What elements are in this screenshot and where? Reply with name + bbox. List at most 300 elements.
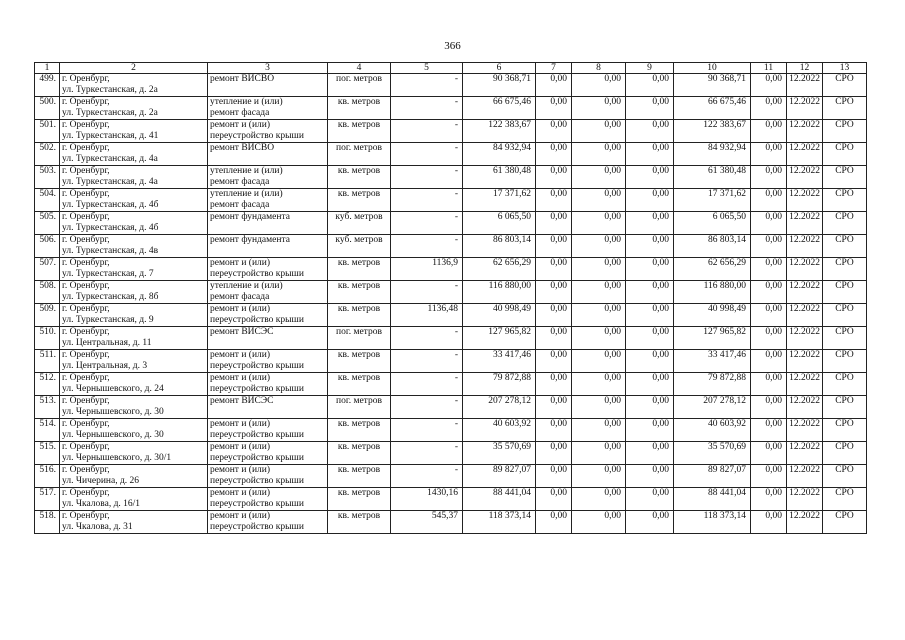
work-type-cell [208,396,328,419]
address-city: г. Оренбург, [62,488,110,498]
address-city: г. Оренбург, [62,511,110,521]
work-type-line-2: переустройство крыши [210,522,304,532]
cost-col-11: 0,00 [751,373,787,396]
cost-col-10: 61 380,48 [674,166,751,189]
table-row [35,281,867,304]
address-cell [60,488,208,511]
method-cell: СРО [823,304,867,327]
table-row [35,258,867,281]
cost-col-7: 0,00 [536,350,572,373]
cost-col-11: 0,00 [751,143,787,166]
total-cost-cell: 116 880,00 [463,281,536,304]
cost-col-7: 0,00 [536,327,572,350]
work-type-line-1: утепление и (или) [210,189,283,199]
address-street: ул. Чернышевского, д. 30 [62,407,164,417]
deadline-cell: 12.2022 [787,465,823,488]
method-cell: СРО [823,120,867,143]
row-number: 505. [35,212,60,235]
cost-col-9: 0,00 [626,212,674,235]
address-street: ул. Туркестанская, д. 9 [62,315,154,325]
work-type-cell [208,327,328,350]
cost-col-11: 0,00 [751,212,787,235]
total-cost-cell: 86 803,14 [463,235,536,258]
cost-col-11: 0,00 [751,442,787,465]
column-header: 12 [787,63,823,74]
cost-col-9: 0,00 [626,327,674,350]
cost-col-7: 0,00 [536,304,572,327]
page-number: 366 [444,40,461,52]
work-type-line-2: переустройство крыши [210,361,304,371]
cost-col-7: 0,00 [536,488,572,511]
address-street: ул. Чкалова, д. 16/1 [62,499,141,509]
row-number: 510. [35,327,60,350]
table-row [35,373,867,396]
address-cell [60,511,208,534]
cost-col-9: 0,00 [626,143,674,166]
work-type-line-2: ремонт фасада [210,292,270,302]
volume-cell: - [391,327,463,350]
deadline-cell: 12.2022 [787,97,823,120]
cost-col-8: 0,00 [572,442,626,465]
unit-cell: пог. метров [328,143,391,166]
unit-cell: куб. метров [328,235,391,258]
cost-col-8: 0,00 [572,166,626,189]
address-city: г. Оренбург, [62,258,110,268]
address-street: ул. Туркестанская, д. 8б [62,292,159,302]
volume-cell: - [391,74,463,97]
cost-col-10: 6 065,50 [674,212,751,235]
cost-col-11: 0,00 [751,166,787,189]
address-cell [60,419,208,442]
address-street: ул. Центральная, д. 11 [62,338,152,348]
row-number: 502. [35,143,60,166]
address-street: ул. Центральная, д. 3 [62,361,148,371]
cost-col-10: 207 278,12 [674,396,751,419]
row-number: 508. [35,281,60,304]
address-street: ул. Туркестанская, д. 4а [62,154,158,164]
deadline-cell: 12.2022 [787,281,823,304]
address-city: г. Оренбург, [62,327,110,337]
deadline-cell: 12.2022 [787,488,823,511]
work-type-line-1: утепление и (или) [210,97,283,107]
cost-col-11: 0,00 [751,350,787,373]
column-header: 2 [60,63,208,74]
work-type-cell [208,74,328,97]
cost-col-9: 0,00 [626,258,674,281]
work-type-cell [208,419,328,442]
unit-cell: пог. метров [328,396,391,419]
table-row [35,120,867,143]
total-cost-cell: 79 872,88 [463,373,536,396]
unit-cell: кв. метров [328,511,391,534]
cost-col-9: 0,00 [626,97,674,120]
volume-cell: - [391,166,463,189]
table-row [35,235,867,258]
cost-col-8: 0,00 [572,511,626,534]
work-type-line-1: ремонт и (или) [210,350,271,360]
column-header: 3 [208,63,328,74]
address-city: г. Оренбург, [62,442,110,452]
table-row [35,97,867,120]
work-type-line-1: ремонт ВИСЭС [210,327,274,337]
cost-col-8: 0,00 [572,488,626,511]
cost-col-7: 0,00 [536,373,572,396]
work-type-line-1: ремонт и (или) [210,442,271,452]
address-street: ул. Туркестанская, д. 7 [62,269,154,279]
address-city: г. Оренбург, [62,189,110,199]
work-type-cell [208,212,328,235]
address-cell [60,212,208,235]
table-row [35,350,867,373]
volume-cell: - [391,419,463,442]
row-number: 511. [35,350,60,373]
deadline-cell: 12.2022 [787,511,823,534]
table-row [35,74,867,97]
deadline-cell: 12.2022 [787,327,823,350]
row-number: 504. [35,189,60,212]
row-number: 513. [35,396,60,419]
address-street: ул. Чкалова, д. 31 [62,522,133,532]
unit-cell: кв. метров [328,419,391,442]
address-street: ул. Туркестанская, д. 4б [62,200,159,210]
cost-col-7: 0,00 [536,442,572,465]
cost-col-7: 0,00 [536,396,572,419]
method-cell: СРО [823,97,867,120]
address-city: г. Оренбург, [62,281,110,291]
cost-col-7: 0,00 [536,120,572,143]
work-type-cell [208,120,328,143]
method-cell: СРО [823,143,867,166]
total-cost-cell: 207 278,12 [463,396,536,419]
column-header: 7 [536,63,572,74]
total-cost-cell: 61 380,48 [463,166,536,189]
cost-col-10: 84 932,94 [674,143,751,166]
cost-col-10: 33 417,46 [674,350,751,373]
row-number: 518. [35,511,60,534]
unit-cell: кв. метров [328,488,391,511]
address-cell [60,74,208,97]
row-number: 506. [35,235,60,258]
deadline-cell: 12.2022 [787,304,823,327]
work-type-line-1: ремонт и (или) [210,304,271,314]
table-body [35,74,867,534]
cost-col-9: 0,00 [626,281,674,304]
total-cost-cell: 66 675,46 [463,97,536,120]
deadline-cell: 12.2022 [787,442,823,465]
cost-col-8: 0,00 [572,419,626,442]
work-type-line-1: утепление и (или) [210,281,283,291]
cost-col-11: 0,00 [751,235,787,258]
total-cost-cell: 84 932,94 [463,143,536,166]
work-type-line-2: ремонт фасада [210,200,270,210]
row-number: 499. [35,74,60,97]
cost-col-9: 0,00 [626,166,674,189]
address-city: г. Оренбург, [62,419,110,429]
address-cell [60,465,208,488]
work-type-cell [208,488,328,511]
address-cell [60,350,208,373]
address-city: г. Оренбург, [62,235,110,245]
volume-cell: - [391,350,463,373]
work-type-cell [208,511,328,534]
cost-col-11: 0,00 [751,281,787,304]
deadline-cell: 12.2022 [787,120,823,143]
work-type-line-2: переустройство крыши [210,499,304,509]
cost-col-9: 0,00 [626,396,674,419]
cost-col-10: 66 675,46 [674,97,751,120]
column-header: 4 [328,63,391,74]
work-type-line-2: переустройство крыши [210,453,304,463]
cost-col-7: 0,00 [536,74,572,97]
work-type-line-2: ремонт фасада [210,177,270,187]
address-city: г. Оренбург, [62,120,110,130]
row-number: 509. [35,304,60,327]
address-street: ул. Чернышевского, д. 30 [62,430,164,440]
unit-cell: кв. метров [328,166,391,189]
method-cell: СРО [823,465,867,488]
method-cell: СРО [823,74,867,97]
cost-col-11: 0,00 [751,97,787,120]
header-row [35,63,867,74]
unit-cell: кв. метров [328,304,391,327]
deadline-cell: 12.2022 [787,166,823,189]
deadline-cell: 12.2022 [787,143,823,166]
column-header: 8 [572,63,626,74]
work-type-line-2: переустройство крыши [210,315,304,325]
volume-cell: - [391,212,463,235]
unit-cell: кв. метров [328,281,391,304]
column-header: 6 [463,63,536,74]
cost-col-10: 88 441,04 [674,488,751,511]
cost-col-10: 118 373,14 [674,511,751,534]
volume-cell: - [391,396,463,419]
work-type-cell [208,97,328,120]
table-row [35,304,867,327]
total-cost-cell: 122 383,67 [463,120,536,143]
unit-cell: кв. метров [328,120,391,143]
deadline-cell: 12.2022 [787,396,823,419]
deadline-cell: 12.2022 [787,258,823,281]
work-type-line-1: ремонт фундамента [210,235,290,245]
volume-cell: - [391,281,463,304]
work-type-line-1: ремонт и (или) [210,488,271,498]
work-type-line-1: ремонт и (или) [210,511,271,521]
total-cost-cell: 17 371,62 [463,189,536,212]
total-cost-cell: 89 827,07 [463,465,536,488]
work-type-cell [208,281,328,304]
total-cost-cell: 127 965,82 [463,327,536,350]
cost-col-8: 0,00 [572,120,626,143]
work-type-cell [208,143,328,166]
unit-cell: кв. метров [328,350,391,373]
cost-col-7: 0,00 [536,212,572,235]
address-cell [60,97,208,120]
volume-cell: - [391,120,463,143]
cost-col-9: 0,00 [626,189,674,212]
address-cell [60,327,208,350]
volume-cell: - [391,189,463,212]
cost-col-8: 0,00 [572,396,626,419]
work-type-line-2: переустройство крыши [210,430,304,440]
cost-col-7: 0,00 [536,235,572,258]
cost-col-9: 0,00 [626,373,674,396]
work-type-line-1: ремонт и (или) [210,419,271,429]
address-street: ул. Чернышевского, д. 24 [62,384,164,394]
cost-col-11: 0,00 [751,488,787,511]
cost-col-11: 0,00 [751,327,787,350]
address-cell [60,373,208,396]
method-cell: СРО [823,281,867,304]
table-row [35,212,867,235]
unit-cell: пог. метров [328,74,391,97]
cost-col-8: 0,00 [572,304,626,327]
table-row [35,488,867,511]
unit-cell: кв. метров [328,189,391,212]
method-cell: СРО [823,189,867,212]
address-street: ул. Чернышевского, д. 30/1 [62,453,172,463]
table-row [35,189,867,212]
table-row [35,396,867,419]
address-city: г. Оренбург, [62,465,110,475]
cost-col-8: 0,00 [572,373,626,396]
cost-col-11: 0,00 [751,258,787,281]
cost-col-10: 90 368,71 [674,74,751,97]
address-street: ул. Туркестанская, д. 4в [62,246,159,256]
method-cell: СРО [823,212,867,235]
row-number: 503. [35,166,60,189]
cost-col-9: 0,00 [626,235,674,258]
cost-col-7: 0,00 [536,511,572,534]
address-city: г. Оренбург, [62,166,110,176]
cost-col-10: 127 965,82 [674,327,751,350]
volume-cell: 545,37 [391,511,463,534]
work-type-cell [208,189,328,212]
table-row [35,143,867,166]
work-type-line-1: ремонт и (или) [210,373,271,383]
deadline-cell: 12.2022 [787,419,823,442]
cost-col-7: 0,00 [536,465,572,488]
method-cell: СРО [823,373,867,396]
address-city: г. Оренбург, [62,396,110,406]
work-type-line-1: ремонт фундамента [210,212,290,222]
address-cell [60,304,208,327]
volume-cell: - [391,465,463,488]
cost-col-10: 122 383,67 [674,120,751,143]
cost-col-11: 0,00 [751,465,787,488]
cost-col-7: 0,00 [536,419,572,442]
address-cell [60,143,208,166]
address-cell [60,396,208,419]
address-street: ул. Туркестанская, д. 2а [62,108,158,118]
address-cell [60,442,208,465]
cost-col-8: 0,00 [572,281,626,304]
cost-col-10: 40 998,49 [674,304,751,327]
unit-cell: кв. метров [328,97,391,120]
work-type-cell [208,235,328,258]
volume-cell: 1430,16 [391,488,463,511]
column-header: 10 [674,63,751,74]
cost-col-9: 0,00 [626,488,674,511]
address-city: г. Оренбург, [62,304,110,314]
volume-cell: 1136,9 [391,258,463,281]
address-cell [60,281,208,304]
row-number: 507. [35,258,60,281]
table-row [35,511,867,534]
total-cost-cell: 62 656,29 [463,258,536,281]
work-type-line-1: ремонт ВИСЭС [210,396,274,406]
address-street: ул. Чичерина, д. 26 [62,476,140,486]
cost-col-7: 0,00 [536,97,572,120]
cost-col-11: 0,00 [751,304,787,327]
cost-col-8: 0,00 [572,189,626,212]
table-row [35,166,867,189]
table-row [35,465,867,488]
row-number: 501. [35,120,60,143]
deadline-cell: 12.2022 [787,189,823,212]
address-street: ул. Туркестанская, д. 4а [62,177,158,187]
total-cost-cell: 40 998,49 [463,304,536,327]
address-cell [60,120,208,143]
address-city: г. Оренбург, [62,350,110,360]
method-cell: СРО [823,488,867,511]
volume-cell: - [391,373,463,396]
cost-col-11: 0,00 [751,120,787,143]
deadline-cell: 12.2022 [787,74,823,97]
address-city: г. Оренбург, [62,143,110,153]
column-header: 9 [626,63,674,74]
work-type-line-1: ремонт и (или) [210,258,271,268]
address-city: г. Оренбург, [62,212,110,222]
cost-col-11: 0,00 [751,419,787,442]
cost-col-11: 0,00 [751,396,787,419]
work-type-cell [208,465,328,488]
cost-col-9: 0,00 [626,350,674,373]
unit-cell: кв. метров [328,373,391,396]
unit-cell: куб. метров [328,212,391,235]
cost-col-8: 0,00 [572,258,626,281]
work-type-line-2: переустройство крыши [210,131,304,141]
address-city: г. Оренбург, [62,97,110,107]
deadline-cell: 12.2022 [787,373,823,396]
table-row [35,419,867,442]
cost-col-8: 0,00 [572,235,626,258]
cost-col-10: 17 371,62 [674,189,751,212]
cost-col-10: 86 803,14 [674,235,751,258]
work-type-cell [208,373,328,396]
cost-col-9: 0,00 [626,74,674,97]
work-type-line-2: ремонт фасада [210,108,270,118]
cost-col-11: 0,00 [751,511,787,534]
unit-cell: кв. метров [328,442,391,465]
deadline-cell: 12.2022 [787,235,823,258]
column-header: 13 [823,63,867,74]
address-cell [60,189,208,212]
address-street: ул. Туркестанская, д. 4б [62,223,159,233]
cost-col-8: 0,00 [572,327,626,350]
address-cell [60,235,208,258]
address-cell [60,258,208,281]
cost-col-9: 0,00 [626,120,674,143]
work-type-line-1: утепление и (или) [210,166,283,176]
deadline-cell: 12.2022 [787,212,823,235]
work-type-line-1: ремонт и (или) [210,120,271,130]
cost-col-9: 0,00 [626,419,674,442]
method-cell: СРО [823,442,867,465]
work-type-line-1: ремонт ВИСВО [210,74,275,84]
cost-col-7: 0,00 [536,281,572,304]
address-city: г. Оренбург, [62,74,110,84]
registry-table [34,62,867,534]
